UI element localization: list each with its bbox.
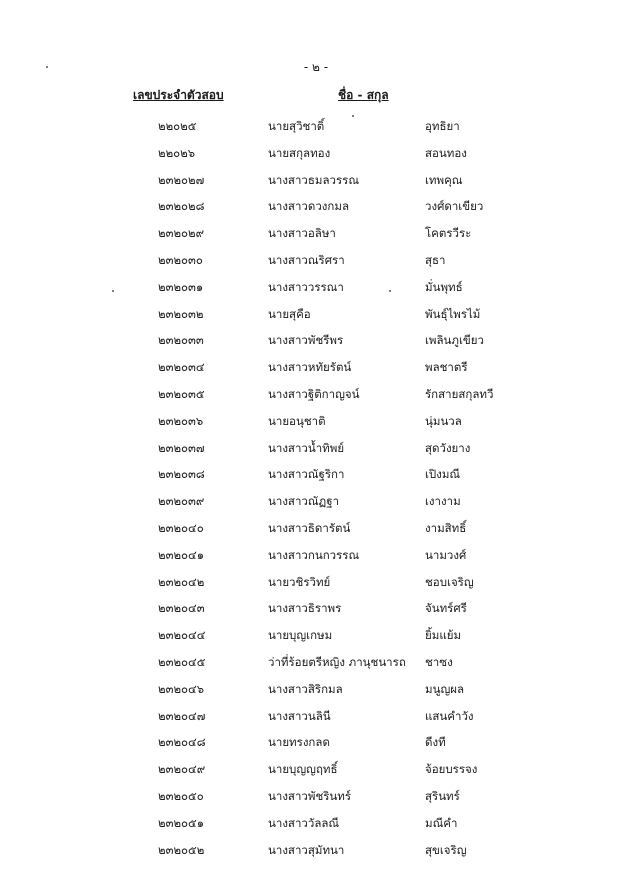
list-item <box>0 648 632 675</box>
last-name: จ้อยบรรจง <box>425 762 478 777</box>
exam-id: ๒๓๒๐๔๙ <box>158 762 206 777</box>
list-item <box>0 568 632 595</box>
exam-id: ๒๓๒๐๕๐ <box>158 788 204 803</box>
first-name: นางสาวพัชรินทร์ <box>268 788 352 803</box>
last-name: พันธุ์ไพรไม้ <box>425 306 481 321</box>
exam-id: ๒๓๒๐๒๘ <box>158 199 205 214</box>
page-number: - ๒ - <box>303 60 329 74</box>
exam-id: ๒๓๒๐๒๙ <box>158 226 205 241</box>
first-name: นายวชิรวิทย์ <box>268 574 331 589</box>
first-name: นางสาวณริศรา <box>268 252 345 267</box>
last-name: จันทร์ศรี <box>425 601 467 616</box>
last-name: สอนทอง <box>425 145 467 160</box>
exam-id: ๒๓๒๐๔๕ <box>158 654 206 669</box>
scan-speck <box>352 115 354 117</box>
list-item <box>0 219 632 246</box>
first-name: นางสาวสิริกมล <box>268 681 343 696</box>
exam-id: ๒๓๒๐๔๔ <box>158 628 206 643</box>
exam-id: ๒๓๒๐๔๓ <box>158 601 205 616</box>
exam-id: ๒๓๒๐๓๒ <box>158 306 204 321</box>
scan-speck <box>46 66 48 68</box>
list-item <box>0 809 632 836</box>
first-name: นายอนุชาติ <box>268 413 326 428</box>
exam-id: ๒๓๒๐๔๗ <box>158 708 206 723</box>
last-name: แสนคำวัง <box>425 708 474 723</box>
header-full-name: ชื่อ - สกุล <box>338 88 389 102</box>
list-item <box>0 541 632 568</box>
exam-id: ๒๓๒๐๓๗ <box>158 440 205 455</box>
exam-id: ๒๓๒๐๒๗ <box>158 172 205 187</box>
list-item <box>0 380 632 407</box>
exam-id: ๒๓๒๐๓๕ <box>158 386 205 401</box>
exam-id: ๒๓๒๐๕๑ <box>158 815 205 830</box>
list-item <box>0 782 632 809</box>
first-name: นางสาวณัฏฐา <box>268 494 340 509</box>
last-name: เงางาม <box>425 494 461 509</box>
exam-id: ๒๓๒๐๔๐ <box>158 520 204 535</box>
list-item <box>0 407 632 434</box>
last-name: โคตรวีระ <box>425 226 472 241</box>
first-name: นางสาวน้ำทิพย์ <box>268 440 345 455</box>
list-item <box>0 192 632 219</box>
list-item <box>0 675 632 702</box>
first-name: นางสาวหทัยรัตน์ <box>268 360 352 375</box>
last-name: มั่นพุทธ์ <box>425 279 463 294</box>
list-item <box>0 836 632 863</box>
exam-id: ๒๓๒๐๓๙ <box>158 494 205 509</box>
first-name: นางสาวดวงกมล <box>268 199 349 214</box>
last-name: มนูญผล <box>425 681 465 696</box>
first-name: นางสาวนลินี <box>268 708 331 723</box>
scan-speck <box>389 290 391 292</box>
list-item <box>0 326 632 353</box>
list-item <box>0 487 632 514</box>
first-name: นางสาวฐิติกาญจน์ <box>268 386 360 401</box>
header-exam-id: เลขประจำตัวสอบ <box>133 88 224 102</box>
exam-id: ๒๓๒๐๓๘ <box>158 467 205 482</box>
exam-id: ๒๓๒๐๕๒ <box>158 842 205 857</box>
exam-id: ๒๓๒๐๔๑ <box>158 547 205 562</box>
exam-id: ๒๓๒๐๓๓ <box>158 333 204 348</box>
last-name: สุธา <box>425 252 446 267</box>
first-name: นายสุคือ <box>268 306 311 321</box>
list-item <box>0 702 632 729</box>
list-item <box>0 273 632 300</box>
exam-id: ๒๓๒๐๔๘ <box>158 735 206 750</box>
candidate-list <box>0 112 632 862</box>
first-name: นางสาวกนกวรรณ <box>268 547 360 562</box>
last-name: อุทธิยา <box>425 119 460 133</box>
first-name: นางสาวธิราพร <box>268 601 342 616</box>
exam-id: ๒๓๒๐๔๖ <box>158 681 205 696</box>
last-name: นุ่มนวล <box>425 413 462 428</box>
last-name: สุดวังยาง <box>425 440 471 455</box>
list-item <box>0 112 632 139</box>
exam-id: ๒๒๐๒๖ <box>158 145 196 160</box>
list-item <box>0 621 632 648</box>
first-name: นายบุญเกษม <box>268 628 333 643</box>
list-item <box>0 514 632 541</box>
first-name: ว่าที่ร้อยตรีหญิง ภานุชนารถ <box>268 654 406 669</box>
exam-id: ๒๓๒๐๓๐ <box>158 252 203 267</box>
last-name: มณีคำ <box>425 815 458 830</box>
first-name: นางสาววรรณา <box>268 279 344 294</box>
exam-id: ๒๒๐๒๕ <box>158 119 197 133</box>
list-item <box>0 434 632 461</box>
last-name: เพลินภูเขียว <box>425 333 484 348</box>
list-item <box>0 460 632 487</box>
last-name: ชอบเจริญ <box>425 574 474 589</box>
first-name: นายสุวิชาติ์ <box>268 119 325 133</box>
first-name: นางสาวธมลวรรณ <box>268 172 359 187</box>
list-item <box>0 353 632 380</box>
list-item <box>0 728 632 755</box>
list-item <box>0 139 632 166</box>
first-name: นางสาวสุมัทนา <box>268 842 345 857</box>
list-item <box>0 246 632 273</box>
last-name: นามวงศ์ <box>425 547 467 562</box>
list-item <box>0 594 632 621</box>
exam-id: ๒๓๒๐๓๑ <box>158 279 204 294</box>
exam-id: ๒๓๒๐๔๒ <box>158 574 205 589</box>
first-name: นางสาวธิดารัตน์ <box>268 520 351 535</box>
last-name: เปิงมณี <box>425 467 461 482</box>
last-name: พลชาตรี <box>425 360 468 375</box>
last-name: วงศ์ดาเขียว <box>425 199 484 214</box>
first-name: นางสาวณัฐริกา <box>268 467 345 482</box>
first-name: นายทรงกลด <box>268 735 330 750</box>
first-name: นางสาวอลิษา <box>268 226 336 241</box>
scan-speck <box>112 290 114 292</box>
last-name: ชาซง <box>425 654 453 669</box>
list-item <box>0 166 632 193</box>
last-name: ดีงที <box>425 735 446 750</box>
list-item <box>0 300 632 327</box>
first-name: นายสกุลทอง <box>268 145 331 160</box>
exam-id: ๒๓๒๐๓๔ <box>158 360 205 375</box>
first-name: นางสาววัลลณี <box>268 815 340 830</box>
last-name: สุรินทร์ <box>425 788 460 803</box>
exam-id: ๒๓๒๐๓๖ <box>158 413 204 428</box>
list-item <box>0 755 632 782</box>
first-name: นายบุญญฤทธิ์ <box>268 762 338 777</box>
last-name: ยิ้มแย้ม <box>425 628 462 643</box>
last-name: งามสิทธิ์ <box>425 520 467 535</box>
last-name: เทพคุณ <box>425 172 463 187</box>
last-name: สุขเจริญ <box>425 842 467 857</box>
last-name: รักสายสกุลทวี <box>425 386 494 401</box>
first-name: นางสาวพัชรีพร <box>268 333 344 348</box>
